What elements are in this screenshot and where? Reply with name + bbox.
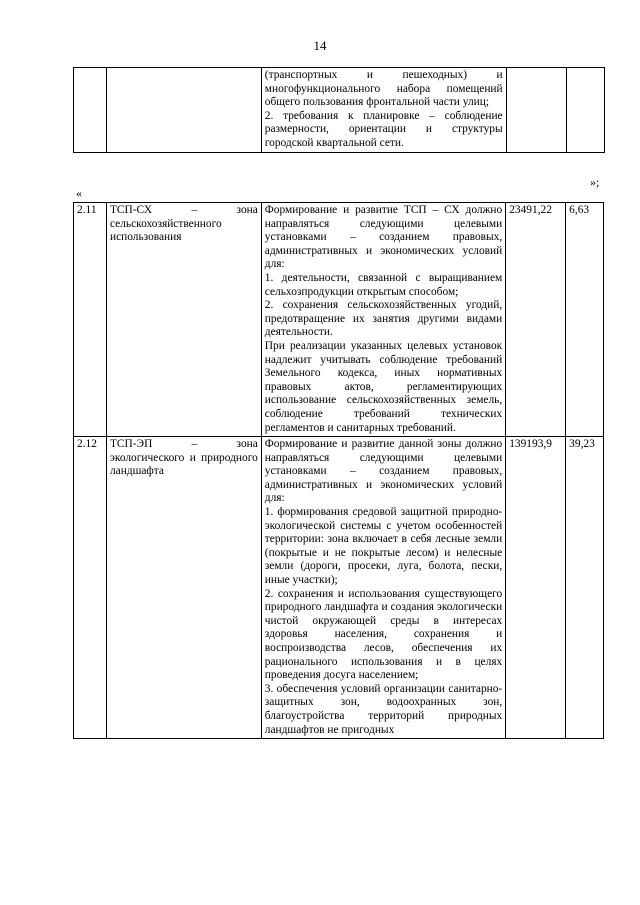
table-row [74, 68, 640, 153]
cell-name: ТСП-СХ – зона сельскохозяйственного использования [106, 203, 261, 437]
paragraph: 1. деятельности, связанной с выращиванием сельхозпродукции открытым способом; [264, 271, 503, 298]
paragraph: 3. обеспечения условий организации санитарно-защитных зон, водоохранных зон, благоустройства территорий природных ландшафтов не пригодных [264, 682, 503, 736]
paragraph: Формирование и развитие данной зоны должно направляться следующими целевыми установками – созданием правовых, административных и экономических условий для: [264, 438, 503, 505]
closing-quote: »; [590, 175, 600, 189]
cell-area [506, 68, 566, 153]
cell-num [74, 68, 107, 153]
cell-percent: 6,63 [566, 203, 604, 437]
table-top-continuation [73, 67, 640, 153]
page-number: 14 [313, 38, 327, 53]
cell-num: 2.12 [74, 437, 107, 739]
paragraph: Формирование и развитие ТСП – СХ должно направляться следующими целевыми установками – созданием правовых, административных и экономических условий для: [264, 204, 503, 271]
opening-quote: « [76, 186, 82, 200]
cell-name: ТСП-ЭП – зона экологического и природного ландшафта [106, 437, 261, 739]
zones-table [73, 202, 640, 739]
cell-area: 139193,9 [506, 437, 566, 739]
cell-area: 23491,22 [506, 203, 566, 437]
paragraph: 2. требования к планировке – соблюдение размерности, ориентации и структуры городской квартальной сети. [264, 109, 503, 149]
cell-percent [566, 68, 604, 153]
cell-percent: 39,23 [566, 437, 604, 739]
paragraph: При реализации указанных целевых установок надлежит учитывать соблюдение требований Земельного кодекса, иных нормативных правовых актов, регламентирующих использование сельскохозяйственных земель, соблюдение требований технических регламентов и санитарных требований. [264, 339, 503, 434]
table-row [74, 203, 640, 437]
paragraph: (транспортных и пешеходных) и многофункционального набора помещений общего пользования фронтальной части улиц; [264, 69, 503, 109]
cell-description [261, 68, 506, 153]
paragraph: 2. сохранения и использования существующего природного ландшафта и создания экологически чистой окружающей среды в интересах здоровья населения, сохранения и воспроизводства лесов, обеспечения их рационального использования и в целях проведения досуга населением; [264, 587, 503, 682]
cell-num: 2.11 [74, 203, 107, 437]
paragraph: 1. формирования средовой защитной природно-экологической системы с учетом особенностей территории: зона включает в себя лесные земли (покрытые и не покрытые лесом) и нелесные земли (дороги, просеки, луга, болота, пески, иные участки); [264, 506, 503, 587]
table-row [74, 437, 640, 739]
paragraph: 2. сохранения сельскохозяйственных угодий, предотвращение их занятия другими видами деятельности. [264, 299, 503, 339]
cell-description [261, 437, 505, 739]
cell-description [261, 203, 505, 437]
cell-name [106, 68, 261, 153]
